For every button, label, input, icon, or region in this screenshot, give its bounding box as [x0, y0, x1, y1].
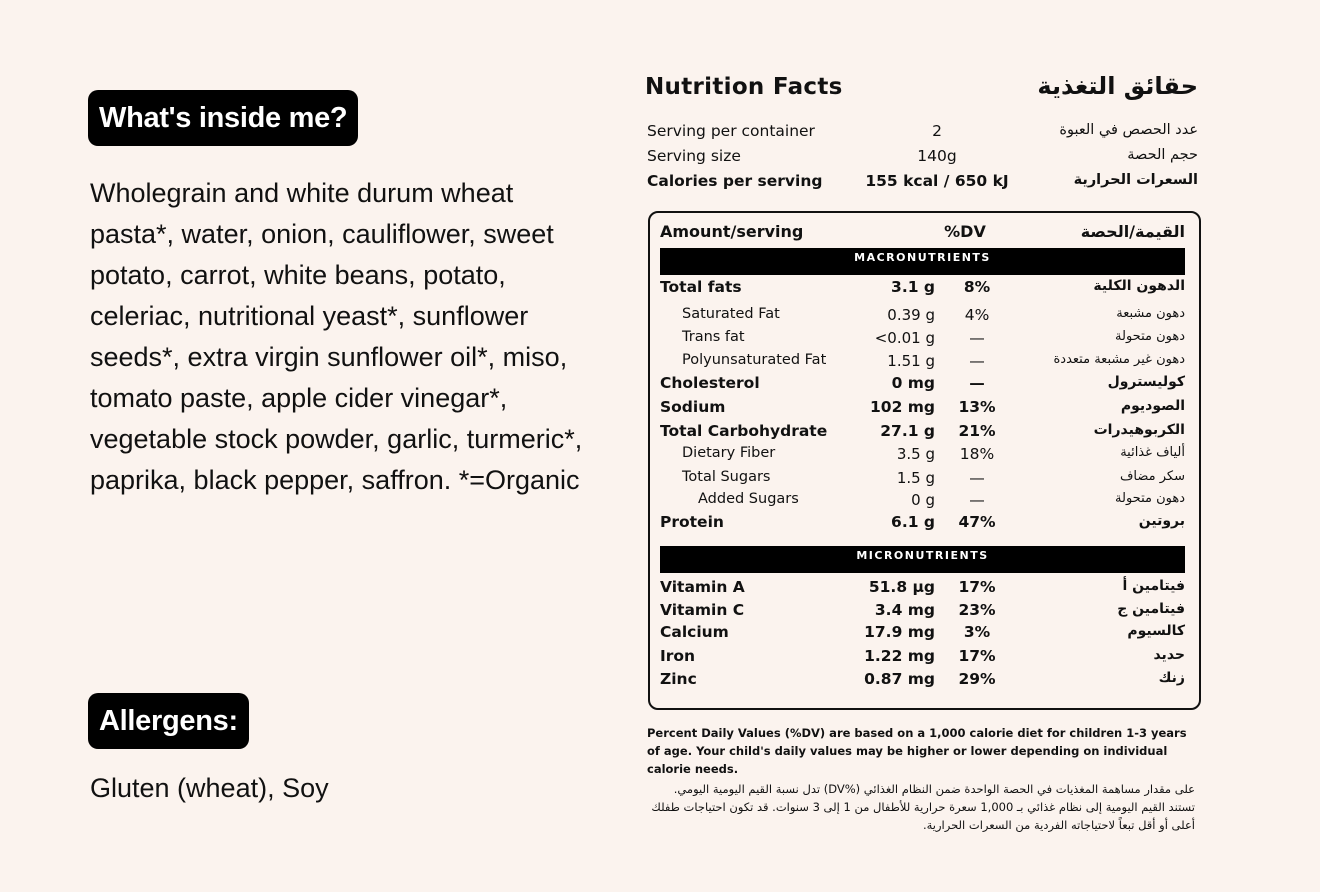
- nutrient-name: Added Sugars: [698, 491, 799, 507]
- table-row: [660, 445, 1185, 468]
- nutrient-name-ar: دهون متحولة: [1115, 491, 1185, 506]
- serving-row: [647, 172, 1198, 197]
- nutrient-dv: —: [969, 374, 985, 392]
- nutrient-name-ar: حديد: [1153, 647, 1185, 663]
- micronutrients-bar: MICRONUTRIENTS: [660, 546, 1185, 573]
- nutrient-dv: 8%: [963, 278, 991, 296]
- nutrient-name-ar: الدهون الكلية: [1093, 278, 1185, 294]
- nutrition-table: [648, 211, 1201, 710]
- nutrient-dv: 29%: [958, 670, 996, 688]
- nutrient-dv: 18%: [959, 445, 995, 463]
- serving-label-en: Serving size: [647, 147, 741, 165]
- inside-heading-badge: What's inside me?: [88, 90, 358, 146]
- serving-value: 140g: [917, 147, 957, 165]
- nutrient-amount: 0 mg: [891, 374, 935, 392]
- nutrient-dv: 17%: [958, 647, 996, 665]
- nutrient-name: Saturated Fat: [682, 306, 780, 322]
- nutrient-dv: —: [969, 329, 985, 347]
- nutrient-name-ar: فيتامين ج: [1117, 601, 1185, 617]
- nutrient-name-ar: دهون غير مشبعة متعددة: [1053, 352, 1185, 367]
- footnote-en: Percent Daily Values (%DV) are based on a 1,000 calorie diet for children 1-3 years of age. Your child's daily values may be higher or lower depending on individual calorie needs.: [647, 726, 1187, 776]
- table-row: [660, 601, 1185, 624]
- allergens-text: Gluten (wheat), Soy: [90, 773, 329, 803]
- nutrient-dv: 21%: [958, 422, 996, 440]
- nutrient-name: Total fats: [660, 278, 742, 296]
- nutrient-dv: —: [969, 469, 985, 487]
- header-amount: Amount/serving: [660, 222, 804, 241]
- nutrient-name: Total Carbohydrate: [660, 422, 828, 440]
- nutrient-name: Trans fat: [682, 329, 745, 345]
- nutrient-amount: 1.51 g: [887, 352, 935, 370]
- header-ar: القيمة/الحصة: [1080, 222, 1185, 241]
- nutrient-dv: —: [969, 491, 985, 509]
- nutrient-name: Vitamin A: [660, 578, 745, 596]
- nutrient-name-ar: دهون مشبعة: [1116, 306, 1185, 321]
- serving-label-en: Calories per serving: [647, 172, 823, 190]
- nutrient-name: Zinc: [660, 670, 697, 688]
- nutrient-name: Cholesterol: [660, 374, 760, 392]
- nutrient-amount: 3.4 mg: [874, 601, 935, 619]
- nutrient-dv: 4%: [964, 306, 990, 324]
- allergens-heading-badge: Allergens:: [88, 693, 249, 749]
- table-row: [660, 513, 1185, 536]
- nutrient-name-ar: فيتامين أ: [1122, 578, 1185, 594]
- header-dv: %DV: [944, 222, 986, 241]
- footnote-ar: على مقدار مساهمة المغذيات في الحصة الواحدة ضمن النظام الغذائي (%DV) تدل نسبة القيم اليومية اليومي. تستند القيم اليومية إلى نظام غذائي بـ 1,000 سعرة حرارية للأطفال من 1 إلى 3 سنوات. قد تكون احتياجات طفلك أعلى أو أقل تبعاً لاحتياجاته الفردية من السعرات الحرارية.: [651, 782, 1195, 832]
- table-row: [660, 329, 1185, 352]
- nutrient-amount: 102 mg: [870, 398, 935, 416]
- serving-label-en: Serving per container: [647, 122, 815, 140]
- nutrient-name: Protein: [660, 513, 724, 531]
- nutrient-amount: 27.1 g: [880, 422, 935, 440]
- nutrient-amount: 1.22 mg: [864, 647, 935, 665]
- nutrient-dv: 23%: [958, 601, 996, 619]
- table-row: [660, 623, 1185, 646]
- nutrition-title-ar: حقائق التغذية: [1037, 72, 1198, 100]
- table-row: [660, 422, 1185, 445]
- table-row: [660, 491, 1185, 514]
- nutrient-amount: 0.39 g: [887, 306, 935, 324]
- nutrient-name-ar: دهون متحولة: [1115, 329, 1185, 344]
- nutrient-name: Dietary Fiber: [682, 445, 776, 461]
- nutrient-amount: 17.9 mg: [864, 623, 935, 641]
- table-row: [660, 578, 1185, 601]
- nutrient-name-ar: زنك: [1158, 670, 1185, 686]
- nutrient-amount: 0.87 mg: [864, 670, 935, 688]
- ingredients-text: Wholegrain and white durum wheat pasta*, water, onion, cauliflower, sweet potato, carrot, white beans, potato, celeriac, nutritional yeast*, sunflower seeds*, extra virgin sunflower oil*, miso, tomato paste, apple cider vinegar*, vegetable stock powder, garlic, turmeric*, paprika, black pepper, saffron. *=Organic: [90, 178, 583, 495]
- nutrient-name-ar: كالسيوم: [1127, 623, 1185, 639]
- table-row: [660, 398, 1185, 421]
- macronutrients-bar: MACRONUTRIENTS: [660, 248, 1185, 275]
- table-row: [660, 278, 1185, 301]
- nutrient-name: Polyunsaturated Fat: [682, 352, 827, 368]
- nutrient-amount: 3.5 g: [896, 445, 935, 463]
- table-header: [660, 222, 1185, 246]
- nutrient-dv: 17%: [958, 578, 996, 596]
- nutrient-amount: 1.5 g: [896, 469, 935, 487]
- table-row: [660, 647, 1185, 670]
- nutrient-name-ar: الصوديوم: [1120, 398, 1185, 414]
- nutrient-name: Vitamin C: [660, 601, 745, 619]
- serving-label-ar: حجم الحصة: [1127, 147, 1198, 163]
- nutrient-amount: <0.01 g: [874, 329, 935, 347]
- serving-label-ar: عدد الحصص في العبوة: [1059, 122, 1198, 138]
- nutrient-dv: 47%: [958, 513, 996, 531]
- nutrient-name-ar: بروتين: [1138, 513, 1185, 529]
- nutrient-name: Total Sugars: [682, 469, 771, 485]
- nutrient-amount: 51.8 µg: [868, 578, 935, 596]
- nutrient-name-ar: سكر مضاف: [1119, 469, 1185, 484]
- table-row: [660, 670, 1185, 693]
- serving-row: [647, 122, 1198, 147]
- table-row: [660, 352, 1185, 375]
- nutrient-name: Calcium: [660, 623, 729, 641]
- table-row: [660, 469, 1185, 492]
- table-row: [660, 374, 1185, 397]
- table-row: [660, 306, 1185, 329]
- nutrient-amount: 3.1 g: [891, 278, 935, 296]
- serving-value: 155 kcal / 650 kJ: [865, 172, 1009, 190]
- nutrient-name-ar: الكربوهيدرات: [1093, 422, 1185, 438]
- serving-row: [647, 147, 1198, 172]
- serving-label-ar: السعرات الحرارية: [1073, 172, 1198, 188]
- nutrient-name: Iron: [660, 647, 696, 665]
- nutrient-amount: 6.1 g: [891, 513, 935, 531]
- nutrient-name: Sodium: [660, 398, 726, 416]
- serving-value: 2: [932, 122, 942, 140]
- nutrition-title-en: Nutrition Facts: [645, 74, 843, 100]
- nutrient-amount: 0 g: [911, 491, 935, 509]
- nutrient-name-ar: كوليسترول: [1107, 374, 1185, 390]
- nutrient-name-ar: ألياف غذائية: [1120, 445, 1185, 460]
- nutrient-dv: 13%: [958, 398, 996, 416]
- nutrient-dv: 3%: [963, 623, 991, 641]
- nutrient-dv: —: [969, 352, 985, 370]
